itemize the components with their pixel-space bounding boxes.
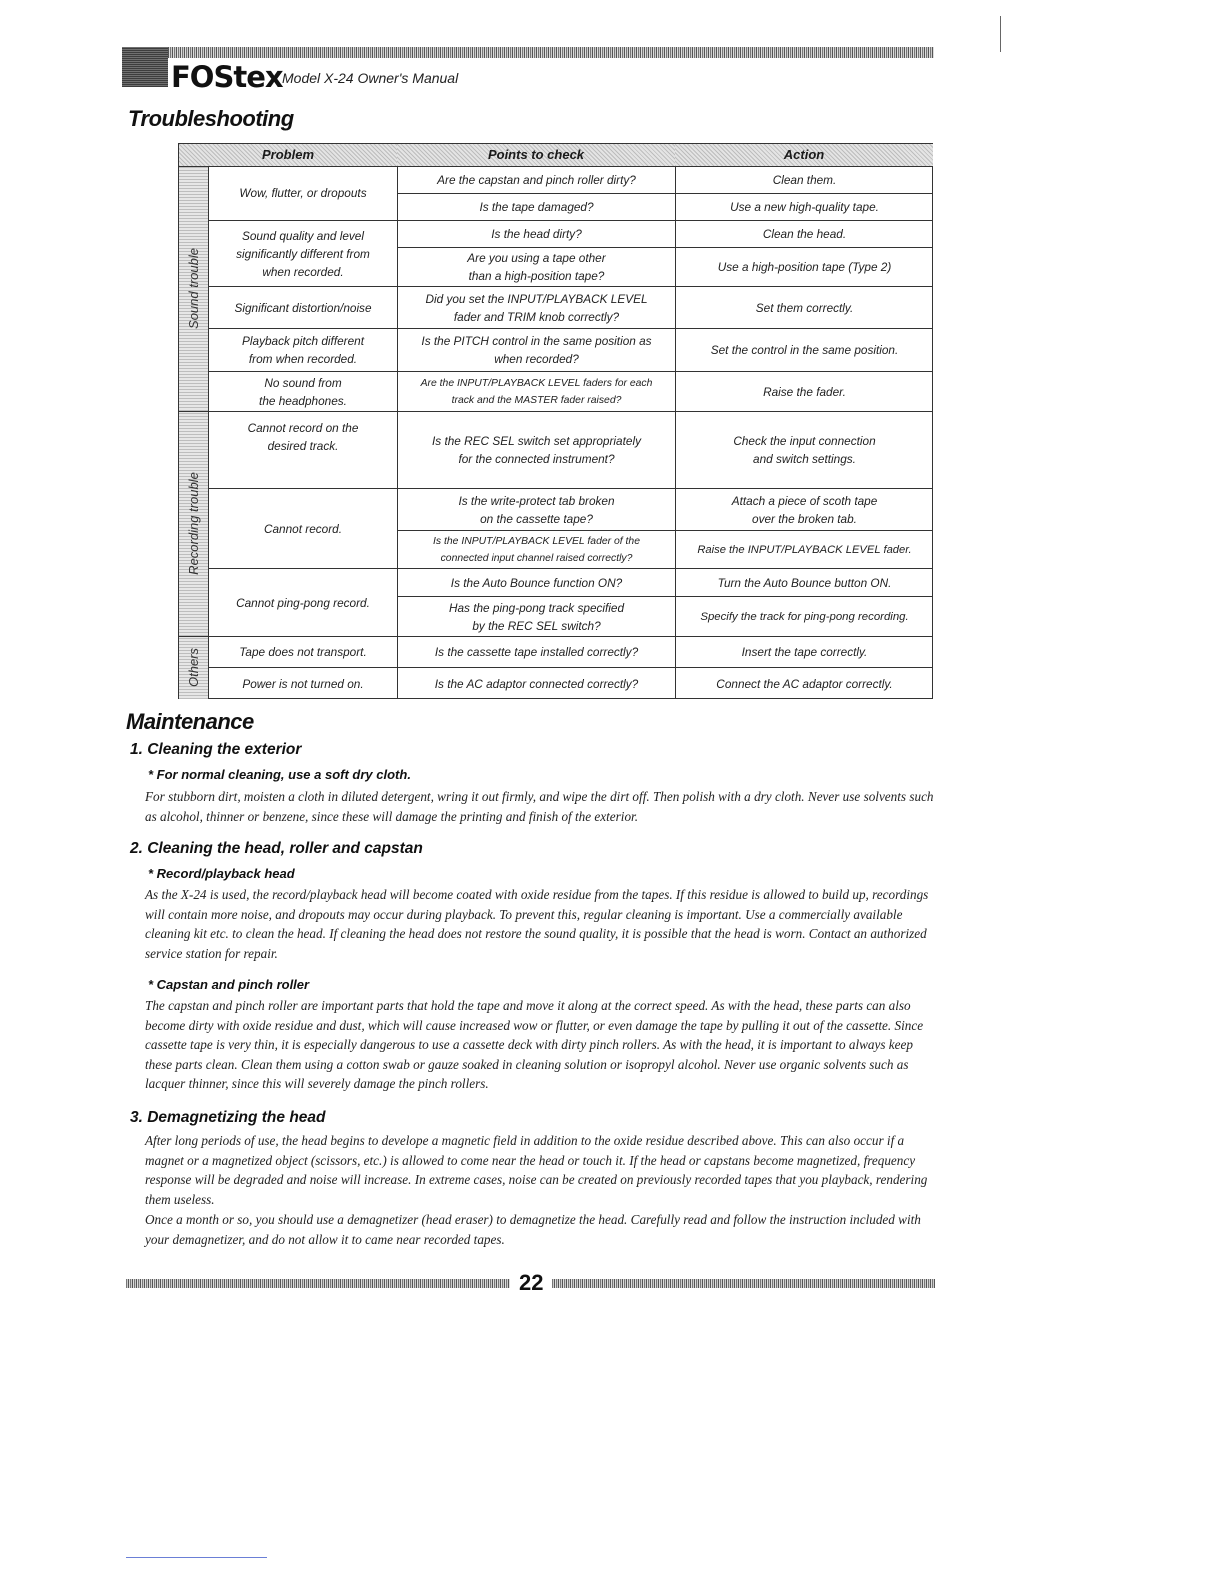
action-cell: Specify the track for ping-pong recording. [700,610,909,623]
column-header-points: Points to check [397,144,675,166]
bullet-heading-record-head: * Record/playback head [148,866,295,881]
paragraph-record-head: As the X-24 is used, the record/playback head will become coated with oxide residue from the tapes. If this residue is allowed to build up, recordings will contain more noise, and dropouts may occur during playback. To prevent this, regular cleaning is important. Use a commercially available cleaning kit etc. to clean the head. If cleaning the head does not restore the sound quality, it is possible that the head is worn. Contact an authorized service station for repair. [145,887,929,961]
point-cell: Is the REC SEL switch set appropriately for the connected instrument? [432,434,641,466]
paragraph-demagnetizer-use: Once a month or so, you should use a demagnetizer (head eraser) to demagnetize the head. Carefully read and follow the instruction included with your demagnetizer, and do not allow it to came near recorded tapes. [145,1212,921,1247]
group-label: Recording trouble [186,472,201,575]
action-cell: Check the input connection and switch settings. [733,434,876,466]
action-cell: Connect the AC adaptor correctly. [716,676,893,691]
footer-rule [126,1557,267,1558]
group-recording-trouble [179,411,208,636]
column-header-action: Action [675,144,933,166]
group-others [179,636,208,699]
point-cell: Is the head dirty? [491,227,582,241]
problem-cell: No sound from the headphones. [259,375,347,408]
paragraph-exterior: For stubborn dirt, moisten a cloth in diluted detergent, wring it out firmly, and wipe the dirt off. Then polish with a dry cloth. Never use solvents such as alcohol, thinner or benzene, since these will damage the printing and finish of the exterior. [145,789,934,824]
action-cell: Turn the Auto Bounce button ON. [717,575,892,590]
problem-cell: Power is not turned on. [242,676,364,691]
point-cell: Is the write-protect tab broken on the cassette tape? [458,493,615,526]
point-cell: Is the INPUT/PLAYBACK LEVEL fader of the connected input channel raised correctly? [433,535,640,564]
action-cell: Clean the head. [762,227,847,241]
bullet-heading-normal-cleaning: * For normal cleaning, use a soft dry cloth. [148,767,411,782]
problem-cell: Playback pitch different from when recorded. [242,334,364,366]
paragraph-capstan: The capstan and pinch roller are important parts that hold the tape and move it along at the correct speed. As with the head, these parts can also become dirty with oxide residue and dust, which will cause increased wow or flutter, or even damage the tape by pulling it out of the cassette. Since cassette tape is very thin, it is especially dangerous to use a cassette deck with dirty pinch rollers. As with the head, it is important to always keep these parts clean. Clean them using a cotton swab or gauze soaked in cleaning solution or isopropyl alcohol. Never use organic solvents such as lacquer thinner, since this will severely damage the pinch rollers. [145,998,924,1092]
footer-band-left [126,1279,510,1288]
action-cell: Raise the INPUT/PLAYBACK LEVEL fader. [697,543,912,556]
point-cell: Are the INPUT/PLAYBACK LEVEL faders for each track and the MASTER fader raised? [420,377,653,406]
maintenance-title: Maintenance [126,709,254,734]
point-cell: Are you using a tape other than a high-position tape? [467,251,606,283]
column-header-problem: Problem [179,144,397,166]
problem-cell: Sound quality and level significantly different from when recorded. [236,228,370,279]
point-cell: Are the capstan and pinch roller dirty? [437,172,636,187]
group-sound-trouble [179,166,208,411]
problem-cell: Wow, flutter, or dropouts [239,186,367,200]
problem-cell: Tape does not transport. [239,645,367,659]
point-cell: Has the ping-pong track specified by the REC SEL switch? [448,600,625,633]
point-cell: Is the AC adaptor connected correctly? [434,676,639,691]
action-cell: Use a new high-quality tape. [730,200,879,214]
group-label: Others [186,647,202,688]
problem-cell: Cannot record on the desired track. [247,421,359,453]
header-band [122,47,934,58]
brand-logo: FOStex [171,60,283,94]
group-label: Sound trouble [186,248,202,329]
page-number: 22 [519,1270,544,1295]
point-cell: Is the cassette tape installed correctly? [434,645,639,659]
action-cell: Set the control in the same position. [710,343,899,357]
troubleshooting-title: Troubleshooting [128,106,294,131]
point-cell: Did you set the INPUT/PLAYBACK LEVEL fader and TRIM knob correctly? [425,291,648,324]
paragraph-demagnetizing: After long periods of use, the head begins to develope a magnetic field in addition to the oxide residue described above. This can also occur if a magnet or a magnetized object (scissors, etc.) is allowed to come near the head or touch it. If the head or capstans become magnetized, frequency response will be degraded and noise will increase. In extreme cases, noise can be created on previously recorded tapes that you playback, rendering them useless. [145,1133,928,1207]
problem-cell: Significant distortion/noise [234,300,372,315]
point-cell: Is the Auto Bounce function ON? [450,575,623,590]
action-cell: Attach a piece of scoth tape over the broken tab. [731,493,878,526]
point-cell: Is the PITCH control in the same position as when recorded? [421,334,652,366]
action-cell: Clean them. [772,172,837,187]
action-cell: Use a high-position tape (Type 2) [717,260,892,274]
action-cell: Raise the fader. [763,384,846,399]
header-logo-patch [122,47,168,87]
problem-cell: Cannot ping-pong record. [236,595,370,610]
footer-band-right [552,1279,935,1288]
action-cell: Set them correctly. [755,300,854,315]
page-edge-mark [1000,16,1001,52]
point-cell: Is the tape damaged? [479,200,594,214]
action-cell: Insert the tape correctly. [741,645,868,659]
manual-subtitle: Model X-24 Owner's Manual [282,70,459,86]
troubleshooting-table [178,143,933,699]
bullet-heading-capstan: * Capstan and pinch roller [148,977,310,992]
section-heading-demagnetizing: 3. Demagnetizing the head [130,1109,326,1126]
section-heading-head-roller: 2. Cleaning the head, roller and capstan [130,840,423,857]
problem-cell: Cannot record. [263,521,343,536]
section-heading-exterior: 1. Cleaning the exterior [130,741,302,758]
